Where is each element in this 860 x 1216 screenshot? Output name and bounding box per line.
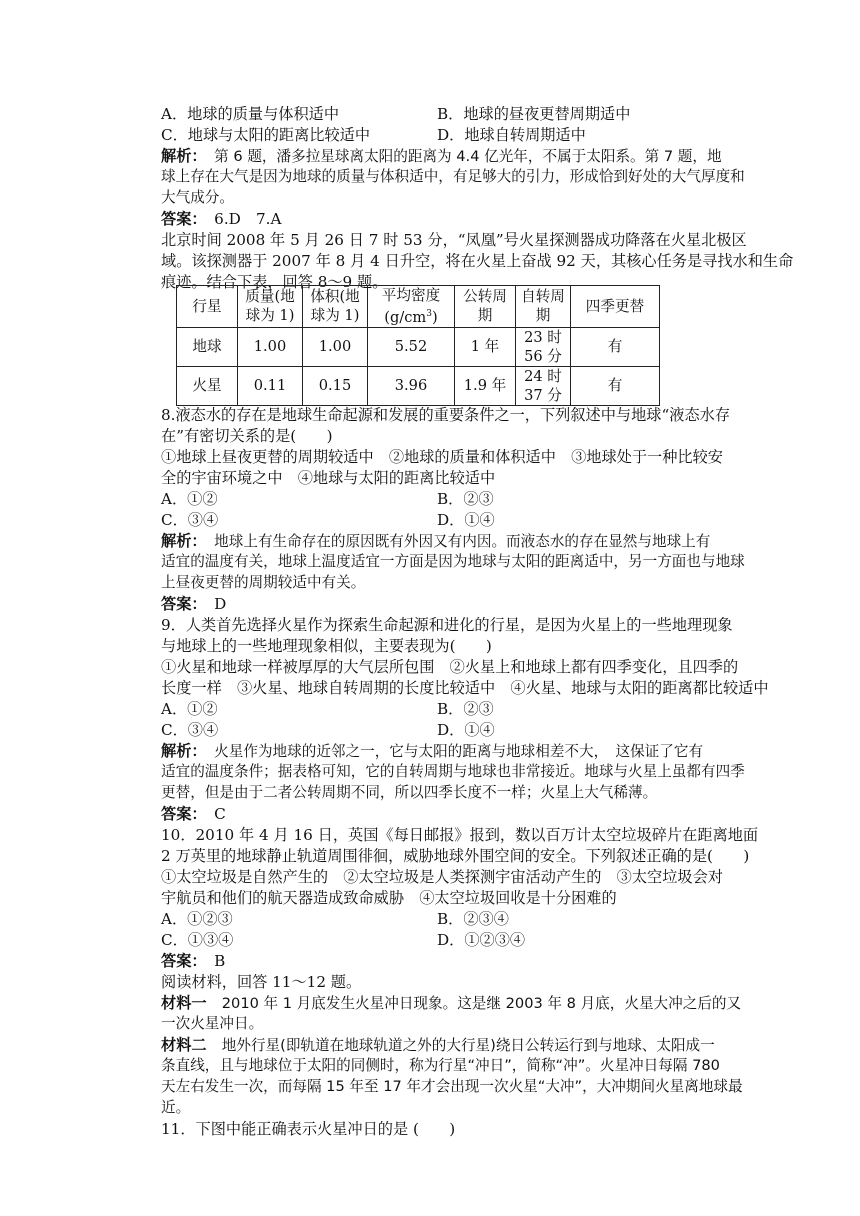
q8-analysis-line-1 [161, 531, 710, 552]
q8-opt-1: ①地球上昼夜更替的周期较适中 ②地球的质量和体积适中 ③地球处于一种比较安 [161, 448, 723, 466]
analysis-label: 解析： [161, 147, 199, 165]
q10-option-a: A．①②③ [161, 910, 233, 928]
q8-analysis-line-2: 适宜的温度有关，地球上温度适宜一方面是因为地球与太阳的距离适中，另一方面也与地球 [161, 553, 745, 570]
q9-analysis-line-3: 更替，但是由于二者公转周期不同，所以四季长度不一样；火星上大气稀薄。 [161, 784, 658, 801]
q11-stem: 11．下图中能正确表示火星冲日的是 ( ) [161, 1120, 456, 1138]
planet-table [176, 285, 660, 406]
answer-label: 答案： [161, 952, 199, 970]
cell: 1.00 [303, 327, 368, 366]
material-2-line-1 [161, 1035, 715, 1056]
q7-option-c: C．地球与太阳的距离比较适中 [161, 126, 371, 144]
q10-opt-2: 宇航员和他们的航天器造成致命威胁 ④太空垃圾回收是十分困难的 [161, 889, 617, 907]
material-text: 2010 年 1 月底发生火星冲日现象。这是继 2003 年 8 月底，火星大冲之后的又 [221, 995, 742, 1012]
header-planet: 行星 [177, 286, 238, 328]
q10-option-d: D．①②③④ [437, 931, 526, 949]
header-density: 平均密度 $(g/cm^3)$ [368, 286, 455, 328]
q9-analysis-line-1 [161, 741, 703, 762]
intro-89-line-3: 痕迹。结合下表，回答 8～9 题。 [161, 273, 388, 291]
material-2-line-4: 近。 [161, 1099, 191, 1116]
q10-option-b: B．②③④ [437, 910, 509, 928]
analysis-label: 解析： [161, 742, 199, 760]
cell: 0.15 [303, 366, 368, 405]
answer-label: 答案： [161, 595, 199, 613]
q1112-intro: 阅读材料，回答 11～12 题。 [161, 973, 362, 991]
answer-text: C [214, 805, 226, 823]
cell: 1.9 年 [455, 366, 516, 405]
q10-stem-2: 2 万英里的地球静止轨道周围徘徊，威胁地球外围空间的安全。下列叙述正确的是( ) [161, 847, 750, 865]
cell: 有 [571, 366, 660, 405]
table-header-row [177, 286, 660, 328]
q8-option-a: A．①② [161, 490, 218, 508]
analysis-text: 火星作为地球的近邻之一，它与太阳的距离与地球相差不大， 这保证了它有 [214, 743, 704, 760]
q9-opt-1: ①火星和地球一样被厚厚的大气层所包围 ②火星上和地球上都有四季变化，且四季的 [161, 658, 739, 676]
header-mass: 质量(地 球为 1) [238, 286, 303, 328]
header-volume: 体积(地 球为 1) [303, 286, 368, 328]
table-row [177, 366, 660, 405]
cell: 1.00 [238, 327, 303, 366]
material-2-line-3: 天左右发生一次，而每隔 15 年至 17 年才会出现一次火星“大冲”，大冲期间火星离地球最 [161, 1078, 743, 1095]
q67-analysis-line-3: 大气成分。 [161, 189, 234, 206]
cell: 地球 [177, 327, 238, 366]
analysis-text: 地球上有生命存在的原因既有外因又有内因。而液态水的存在显然与地球上有 [214, 533, 711, 550]
q8-answer [161, 594, 226, 614]
q7-option-b: B．地球的昼夜更替周期适中 [437, 105, 631, 123]
q10-answer [161, 951, 225, 971]
material-1-line-2: 一次火星冲日。 [161, 1015, 264, 1032]
q9-stem-2: 与地球上的一些地理现象相似，主要表现为( ) [161, 637, 492, 655]
analysis-text: 第 6 题，潘多拉星球离太阳的距离为 4.4 亿光年，不属于太阳系。第 7 题，地 [214, 148, 722, 165]
material-label: 材料一 [161, 994, 207, 1012]
q9-option-a: A．①② [161, 700, 218, 718]
q8-option-b: B．②③ [437, 490, 494, 508]
q9-answer [161, 804, 226, 824]
q9-option-d: D．①④ [437, 721, 495, 739]
q9-analysis-line-2: 适宜的温度条件；据表格可知，它的自转周期与地球也非常接近。地球与火星上虽都有四季 [161, 763, 745, 780]
q8-analysis-line-3: 上昼夜更替的周期较适中有关。 [161, 574, 366, 591]
material-label: 材料二 [161, 1036, 207, 1054]
analysis-label: 解析： [161, 532, 199, 550]
q9-opt-2: 长度一样 ③火星、地球自转周期的长度比较适中 ④火星、地球与太阳的距离都比较适中 [161, 679, 769, 697]
cell: 3.96 [368, 366, 455, 405]
intro-89-line-2: 域。该探测器于 2007 年 8 月 4 日升空，将在火星上奋战 92 天，其核心任务是寻找水和生命 [161, 252, 794, 270]
answer-label: 答案： [161, 805, 199, 823]
cell: 0.11 [238, 366, 303, 405]
answer-text: 6.D 7.A [214, 210, 282, 228]
q10-stem-1: 10．2010 年 4 月 16 日，英国《每日邮报》报到，数以百万计太空垃圾碎片在距离地面 [161, 826, 759, 844]
q10-option-c: C．①③④ [161, 931, 234, 949]
answer-text: D [214, 595, 227, 613]
q8-option-d: D．①④ [437, 511, 495, 529]
cell: 5.52 [368, 327, 455, 366]
q67-analysis-line-2: 球上存在大气是因为地球的质量与体积适中，有足够大的引力，形成恰到好处的大气厚度和 [161, 168, 745, 185]
material-2-line-2: 条直线，且与地球位于太阳的同侧时，称为行星“冲日”，简称“冲”。火星冲日每隔 780 [161, 1057, 720, 1074]
q9-stem-1: 9．人类首先选择火星作为探索生命起源和进化的行星，是因为火星上的一些地理现象 [161, 616, 733, 634]
header-revolution: 公转周 期 [455, 286, 516, 328]
q8-option-c: C．③④ [161, 511, 219, 529]
table-row [177, 327, 660, 366]
answer-text: B [214, 952, 226, 970]
q8-stem-2: 在”有密切关系的是( ) [161, 427, 333, 445]
q67-analysis-line-1 [161, 146, 722, 167]
q7-option-a: A．地球的质量与体积适中 [161, 105, 340, 123]
header-rotation: 自转周 期 [516, 286, 571, 328]
header-seasons: 四季更替 [571, 286, 660, 328]
q8-stem-1: 8.液态水的存在是地球生命起源和发展的重要条件之一，下列叙述中与地球“液态水存 [161, 406, 731, 424]
material-1-line-1 [161, 993, 741, 1014]
q7-option-d: D．地球自转周期适中 [437, 126, 586, 144]
intro-89-line-1: 北京时间 2008 年 5 月 26 日 7 时 53 分，“凤凰”号火星探测器成功降落在火星北极区 [161, 231, 747, 249]
answer-label: 答案： [161, 210, 199, 228]
q67-answer [161, 209, 281, 229]
cell: 24 时 37 分 [516, 366, 571, 405]
cell: 火星 [177, 366, 238, 405]
q8-opt-2: 全的宇宙环境之中 ④地球与太阳的距离比较适中 [161, 469, 496, 487]
cell: 有 [571, 327, 660, 366]
cell: 23 时 56 分 [516, 327, 571, 366]
material-text: 地外行星(即轨道在地球轨道之外的大行星)绕日公转运行到与地球、太阳成一 [221, 1037, 715, 1054]
cell: 1 年 [455, 327, 516, 366]
q9-option-b: B．②③ [437, 700, 494, 718]
q9-option-c: C．③④ [161, 721, 219, 739]
q10-opt-1: ①太空垃圾是自然产生的 ②太空垃圾是人类探测宇宙活动产生的 ③太空垃圾会对 [161, 868, 723, 886]
